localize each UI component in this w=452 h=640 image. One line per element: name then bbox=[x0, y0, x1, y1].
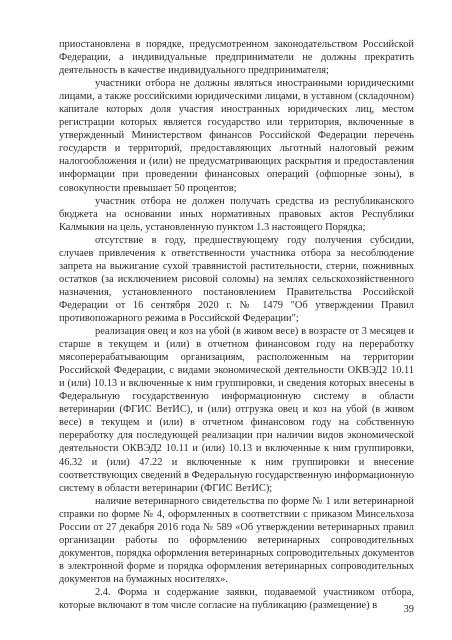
paragraph-1: приостановлена в порядке, предусмотренном законодательством Российской Федерации, а индивидуальные предприниматели не должны прекратить деятельность в качестве индивидуального предпринимателя; bbox=[59, 39, 414, 77]
page-number: 39 bbox=[403, 604, 414, 615]
paragraph-2: участники отбора не должны являться иностранными юридическими лицами, а также российскими юридическими лицами, в уставном (складочном) капитале которых доля участия иностранных юридических лиц, местом регистрации которых является государство или территория, включенные в утвержденный Министерством финансов Российской Федерации перечень государств и территорий, предоставляющих льготный налоговый режим налогообложения и (или) не предусматривающих раскрытия и предоставления информации при проведении финансовых операций (офшорные зоны), в совокупности превышает 50 процентов; bbox=[59, 78, 414, 194]
paragraph-3: участник отбора не должен получать средства из республиканского бюджета на основании иных нормативных правовых актов Республики Калмыкия на цель, установленную пунктом 1.3 настоящего Порядка; bbox=[59, 195, 414, 233]
paragraph-4: отсутствие в году, предшествующему году получения субсидии, случаев привлечения к ответственности участника отбора за несоблюдение запрета на выжигание сухой травянистой растительности, стерни, пожнивных остатков (за исключением рисовой соломы) на землях сельскохозяйственного назначения, установленного постановлением Правительства Российской Федерации от 16 сентября 2020 г. № 1479 "Об утверждении Правил противопожарного режима в Российской Федерации"; bbox=[59, 234, 414, 324]
paragraph-6: наличие ветеринарного свидетельства по форме № 1 или ветеринарной справки по форме № 4, оформленных в соответствии с приказом Минсельхоза России от 27 декабря 2016 года № 589 «Об утверждении ветеринарных правил организации работы по оформлению ветеринарных сопроводительных документов, порядка оформления ветеринарных сопроводительных документов в электронной форме и порядка оформления ветеринарных сопроводительных документов на бумажных носителях». bbox=[59, 495, 414, 585]
document-body bbox=[59, 38, 414, 612]
paragraph-7: 2.4. Форма и содержание заявки, подаваемой участником отбора, которые включают в том числе согласие на публикацию (размещение) в bbox=[59, 586, 414, 612]
paragraph-5: реализация овец и коз на убой (в живом весе) в возрасте от 3 месяцев и старше в текущем и (или) в отчетном финансовом году на переработку мясоперерабатывающим организациям, расположенным на территории Российской Федерации, с видами экономической деятельности ОКВЭД2 10.11 и (или) 10.13 и включенные к ним группировки, и сведения которых внесены в Федеральную государственную информационную систему в области ветеринарии (ФГИС ВетИС), и (или) отгрузка овец и коз на убой (в живом весе) в текущем и (или) в отчетном финансовом году на собственную переработку для последующей реализации при наличии видов экономической деятельности ОКВЭД2 10.11 и (или) 10.13 и включенные к ним группировки, 46.32 и (или) 47.22 и включенные к ним группировки и внесение соответствующих сведений в Федеральную государственную информационную систему в области ветеринарии (ФГИС ВетИС); bbox=[59, 326, 414, 494]
